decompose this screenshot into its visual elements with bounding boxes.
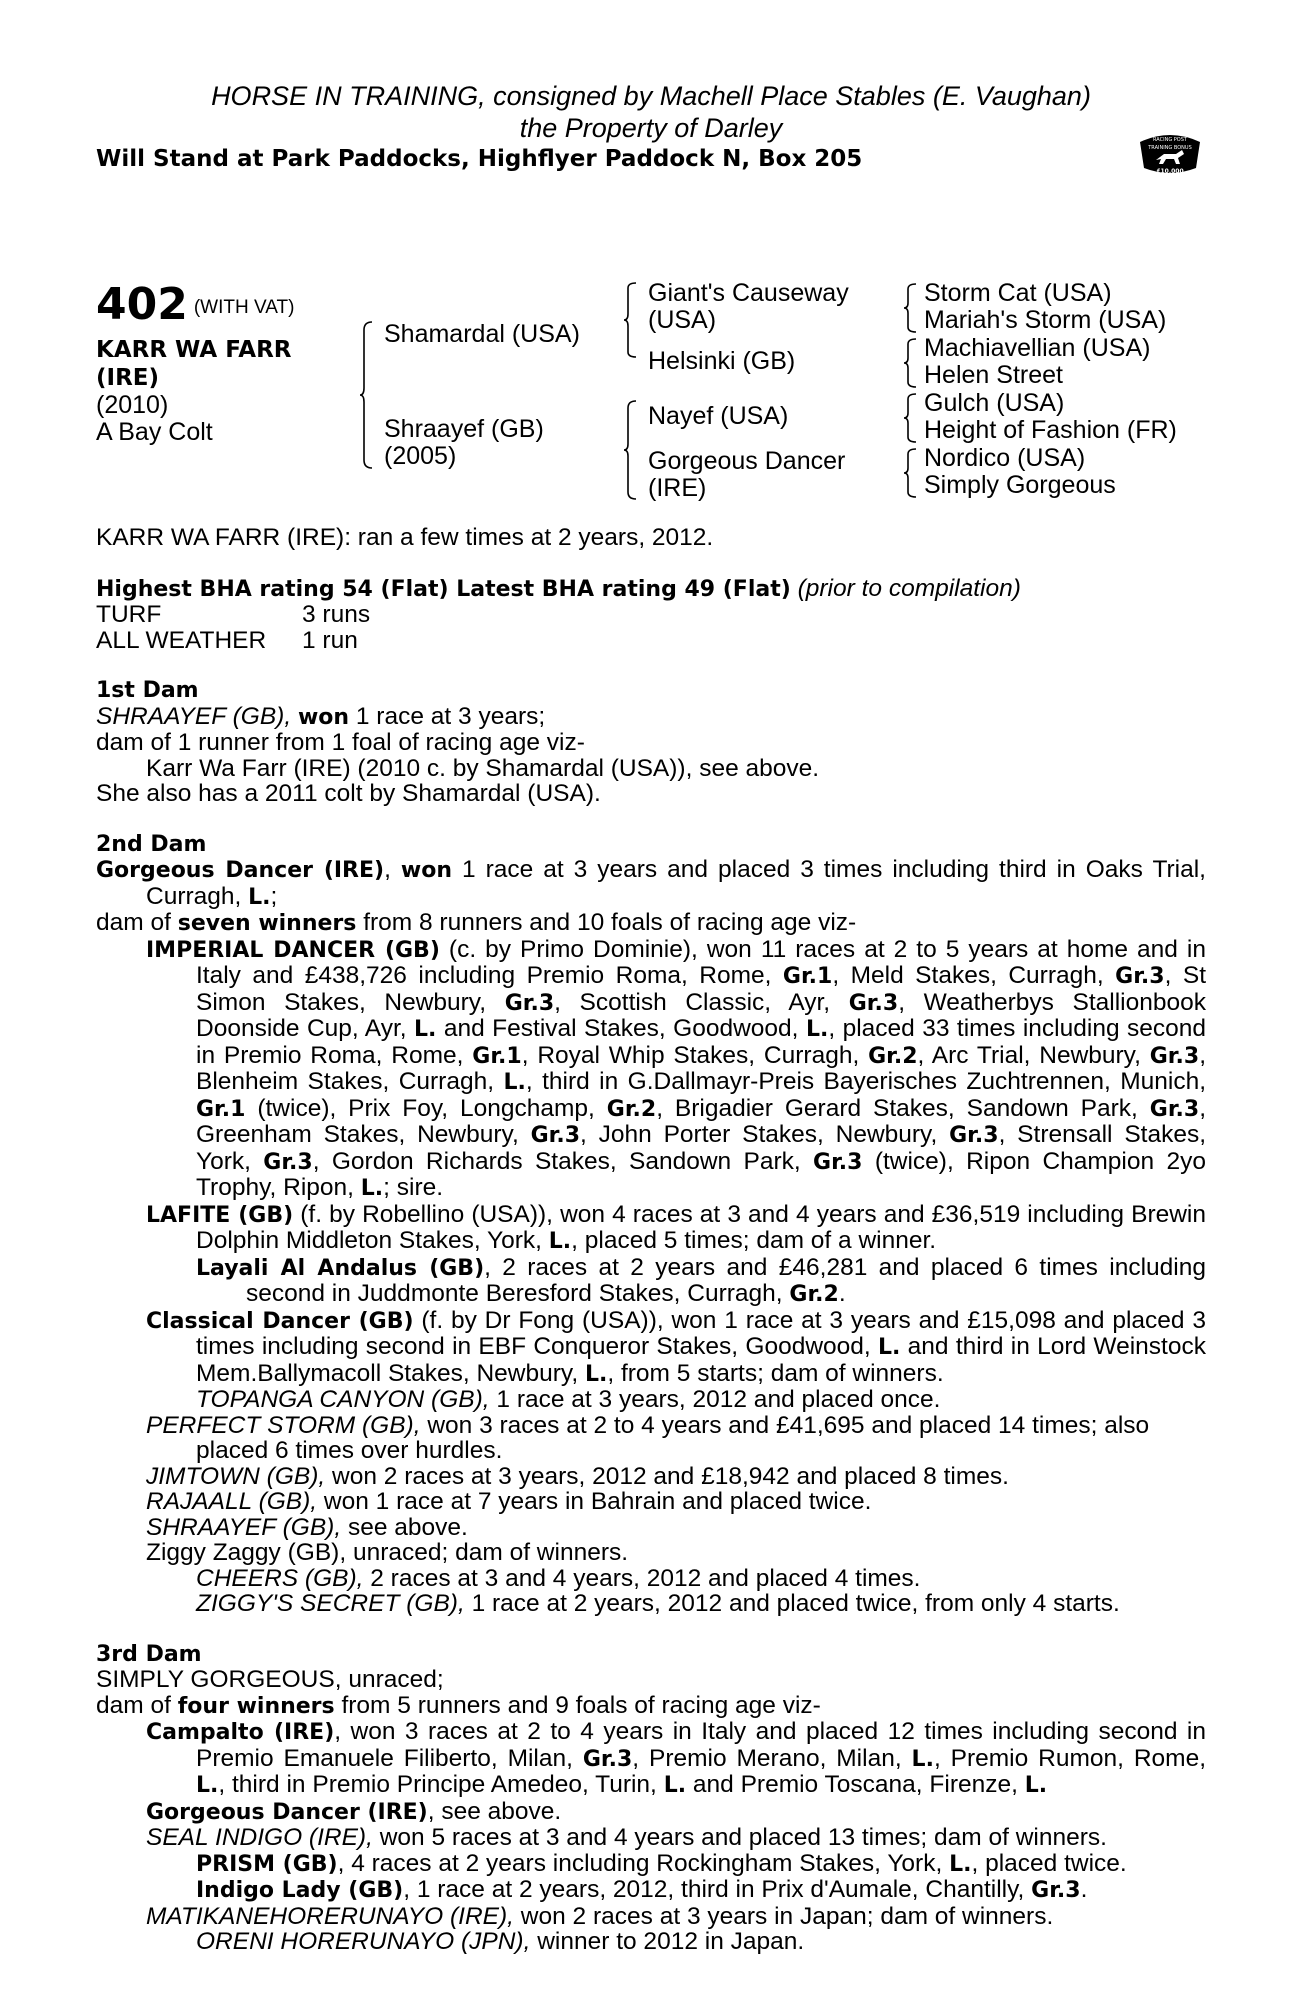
third-dam-produce: dam of four winners from 5 runners and 9 foals of racing age viz- xyxy=(96,1691,821,1719)
horse-name-line1: KARR WA FARR xyxy=(96,337,292,363)
rating-note: (prior to compilation) xyxy=(797,574,1021,602)
badge-top-text: RACING POST xyxy=(1153,137,1187,143)
property-line: the Property of Darley xyxy=(519,113,783,143)
turf-runs: TURF 3 runs xyxy=(96,601,371,628)
ziggy-zaggy-entry: Ziggy Zaggy (GB), unraced; dam of winners. xyxy=(146,1539,629,1566)
sire-sire-line2: (USA) xyxy=(648,306,717,334)
horse-description: A Bay Colt xyxy=(96,418,213,446)
consignor-line: HORSE IN TRAINING, consigned by Machell Place Stables (E. Vaughan) xyxy=(211,81,1091,111)
third-dam-line: SIMPLY GORGEOUS, unraced; xyxy=(96,1666,444,1693)
sire-name: Shamardal (USA) xyxy=(384,320,580,348)
catalogue-text xyxy=(96,525,1206,1955)
perfect-storm-entry: PERFECT STORM (GB), won 3 races at 2 to 4 years and £41,695 and placed 14 times; also placed 6 times over hurdles. xyxy=(146,1411,1150,1464)
first-dam-foal: Karr Wa Farr (IRE) (2010 c. by Shamardal (USA)), see above. xyxy=(146,754,820,782)
dam-dam-line1: Gorgeous Dancer xyxy=(648,447,846,475)
dam-year: (2005) xyxy=(384,442,457,470)
sire-parents-brace xyxy=(624,282,638,358)
foaling-year: (2010) xyxy=(96,391,169,419)
ped-sdd: Helen Street xyxy=(924,361,1063,389)
dam-parents-brace xyxy=(624,400,638,500)
dam-dam-line2: (IRE) xyxy=(648,474,707,502)
badge-amount-text: £10,000 xyxy=(1156,168,1184,175)
sire-dam-brace xyxy=(360,320,374,470)
first-dam-heading: 1st Dam xyxy=(96,678,199,703)
layali-entry: Layali Al Andalus (GB), 2 races at 2 years and £46,281 and placed 6 times including second in Juddmonte Beresford Stakes, Curragh, Gr.2. xyxy=(196,1253,1206,1307)
first-dam-note: She also has a 2011 colt by Shamardal (USA). xyxy=(96,780,601,807)
aw-runs: ALL WEATHER 1 run xyxy=(96,626,358,654)
gen3-brace-4 xyxy=(904,448,918,498)
third-dam-heading: 3rd Dam xyxy=(96,1641,202,1667)
training-bonus-badge-icon xyxy=(1136,128,1204,178)
topanga-entry: TOPANGA CANYON (GB), 1 race at 3 years, 2012 and placed once. xyxy=(196,1386,941,1413)
gen3-brace-3 xyxy=(904,393,918,443)
sire-sire-line1: Giant's Causeway xyxy=(648,279,849,307)
ped-dds: Nordico (USA) xyxy=(924,444,1086,472)
prism-entry: PRISM (GB), 4 races at 2 years including Rockingham Stakes, York, L., placed twice. xyxy=(196,1849,1127,1877)
sire-dam: Helsinki (GB) xyxy=(648,347,796,375)
lot-info xyxy=(96,280,294,446)
dam-name: Shraayef (GB) xyxy=(384,415,544,443)
second-dam-heading: 2nd Dam xyxy=(96,831,207,857)
pedigree-block xyxy=(96,280,1206,515)
campalto-entry: Campalto (IRE), won 3 races at 2 to 4 years in Italy and placed 12 times including second in Premio Emanuele Filiberto, Milan, Gr.3, Premio Merano, Milan, L., Premio Rumon, Rome, L., third in Premio Principe Amedeo, Turin, L. and Premio Toscana, Firenze, L. xyxy=(146,1718,1207,1798)
rajaall-entry: RAJAALL (GB), won 1 race at 7 years in Bahrain and placed twice. xyxy=(146,1488,872,1515)
first-dam-produce: dam of 1 runner from 1 foal of racing age viz- xyxy=(96,729,585,756)
matikanehorerunayo-entry: MATIKANEHORERUNAYO (IRE), won 2 races at 3 years in Japan; dam of winners. xyxy=(146,1902,1054,1930)
ped-ssd: Mariah's Storm (USA) xyxy=(924,306,1167,334)
lafite-entry: LAFITE (GB) (f. by Robellino (USA)), won 4 races at 3 and 4 years and £36,519 including Brewin Dolphin Middleton Stakes, York, L., placed 5 times; dam of a winner. xyxy=(146,1200,1206,1254)
second-dam-line: Gorgeous Dancer (IRE), won 1 race at 3 years and placed 3 times including third in Oaks Trial, Curragh, L.; xyxy=(96,856,1206,910)
imperial-dancer-entry: IMPERIAL DANCER (GB) (c. by Primo Dominie), won 11 races at 2 to 5 years at home and in Italy and £438,726 including Premio Roma, Rome, Gr.1, Meld Stakes, Curragh, Gr.3, St Simon Stakes, Newbury, Gr.3, Scottish Classic, Ayr, Gr.3, Weatherbys Stallionbook Doonside Cup, Ayr, L. and Festival Stakes, Goodwood, L., placed 33 times including second in Premio Roma, Rome, Gr.1, Royal Whip Stakes, Curragh, Gr.2, Arc Trial, Newbury, Gr.3, Blenheim Stakes, Curragh, L., third in G.Dallmayr-Preis Bayerisches Zuchtrennen, Munich, Gr.1 (twice), Prix Foy, Longchamp, Gr.2, Brigadier Gerard Stakes, Sandown Park, Gr.3, Greenham Stakes, Newbury, Gr.3, John Porter Stakes, Newbury, Gr.3, Strensall Stakes, York, Gr.3, Gordon Richards Stakes, Sandown Park, Gr.3 (twice), Ripon Champion 2yo Trophy, Ripon, L.; sire. xyxy=(146,935,1207,1201)
catalogue-page xyxy=(96,80,1207,1955)
gen3-brace-2 xyxy=(904,338,918,388)
shraayef-entry: SHRAAYEF (GB), see above. xyxy=(146,1513,468,1541)
ziggys-secret-entry: ZIGGY'S SECRET (GB), 1 race at 2 years, 2012 and placed twice, from only 4 starts. xyxy=(196,1590,1120,1617)
jimtown-entry: JIMTOWN (GB), won 2 races at 3 years, 2012 and £18,942 and placed 8 times. xyxy=(146,1462,1009,1490)
lot-number: 402 xyxy=(96,279,188,330)
oreni-horerunayo-entry: ORENI HORERUNAYO (JPN), winner to 2012 in Japan. xyxy=(196,1928,805,1955)
indigo-lady-entry: Indigo Lady (GB), 1 race at 2 years, 2012, third in Prix d'Aumale, Chantilly, Gr.3. xyxy=(196,1876,1088,1903)
cheers-entry: CHEERS (GB), 2 races at 3 and 4 years, 2012 and placed 4 times. xyxy=(196,1564,921,1592)
first-dam-line: SHRAAYEF (GB), won 1 race at 3 years; xyxy=(96,702,546,730)
dam-sire: Nayef (USA) xyxy=(648,402,789,430)
gorgeous-dancer-ref: Gorgeous Dancer (IRE), see above. xyxy=(146,1797,562,1825)
second-dam-produce: dam of seven winners from 8 runners and 10 foals of racing age viz- xyxy=(96,909,857,936)
horse-name-line2: (IRE) xyxy=(96,365,160,391)
ped-sss: Storm Cat (USA) xyxy=(924,279,1112,307)
rating-bold: Highest BHA rating 54 (Flat) Latest BHA rating 49 (Flat) xyxy=(96,576,791,602)
ped-dss: Gulch (USA) xyxy=(924,389,1065,417)
gen3-brace-1 xyxy=(904,283,918,333)
seal-indigo-entry: SEAL INDIGO (IRE), won 5 races at 3 and 4 years and placed 13 times; dam of winners. xyxy=(146,1824,1107,1851)
race-summary: KARR WA FARR (IRE): ran a few times at 2 years, 2012. xyxy=(96,524,714,551)
badge-mid-text: TRAINING BONUS xyxy=(1148,145,1192,151)
vat-note: (WITH VAT) xyxy=(193,297,295,318)
ped-dsd: Height of Fashion (FR) xyxy=(924,416,1177,444)
rating-line xyxy=(96,576,1206,603)
ped-sds: Machiavellian (USA) xyxy=(924,334,1151,362)
location-line: Will Stand at Park Paddocks, Highflyer Paddock N, Box 205 xyxy=(96,146,863,172)
classical-dancer-entry: Classical Dancer (GB) (f. by Dr Fong (USA)), won 1 race at 3 years and £15,098 and placed 3 times including second in EBF Conqueror Stakes, Goodwood, L. and third in Lord Weinstock Mem.Ballymacoll Stakes, Newbury, L., from 5 starts; dam of winners. xyxy=(146,1306,1207,1387)
ped-ddd: Simply Gorgeous xyxy=(924,471,1116,499)
